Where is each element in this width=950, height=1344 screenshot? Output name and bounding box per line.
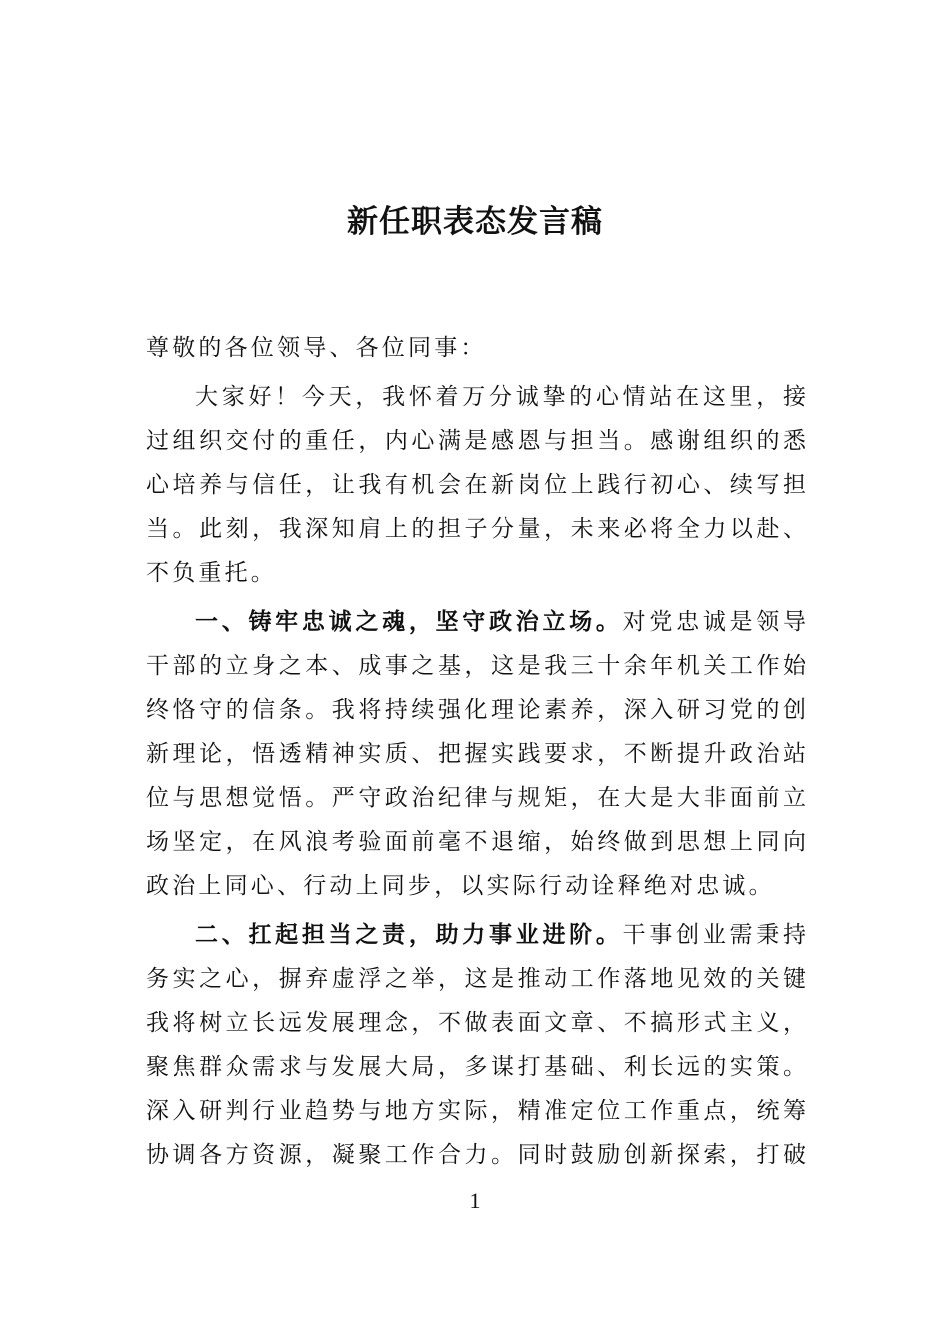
paragraph-section-2 [146,917,806,1181]
paragraph-line: 终恪守的信条。我将持续强化理论素养，深入研习党的创 [146,697,806,723]
section-heading: 二、扛起担当之责，助力事业进阶。 [195,922,623,948]
paragraph-line: 协调各方资源，凝聚工作合力。同时鼓励创新探索，打破 [146,1142,806,1168]
paragraph-opening [146,379,806,599]
paragraph-line: 位与思想觉悟。严守政治纪律与规矩，在大是大非面前立 [146,785,806,811]
paragraph-text: 干事创业需秉持 [622,922,807,948]
document-title: 新任职表态发言稿 [347,204,603,240]
paragraph-line: 新理论，悟透精神实质、把握实践要求，不断提升政治站 [146,741,806,767]
paragraph-line [146,604,806,648]
page-number: 1 [469,1188,481,1213]
paragraph-line: 聚焦群众需求与发展大局，多谋打基础、利长远的实策。 [146,1054,806,1080]
paragraph-line: 务实之心，摒弃虚浮之举，这是推动工作落地见效的关键 [146,966,806,992]
paragraph-line: 干部的立身之本、成事之基，这是我三十余年机关工作始 [146,653,806,679]
paragraph-line [146,917,806,961]
paragraph-text: 对党忠诚是领导 [622,609,807,635]
paragraph-line: 不负重托。 [146,560,277,586]
paragraph-line: 大家好！今天，我怀着万分诚挚的心情站在这里，接 [195,384,806,410]
paragraph-line: 深入研判行业趋势与地方实际，精准定位工作重点，统筹 [146,1098,806,1124]
paragraph-line: 过组织交付的重任，内心满是感恩与担当。感谢组织的悉 [146,428,806,454]
salutation: 尊敬的各位领导、各位同事： [146,335,487,361]
paragraph-line: 当。此刻，我深知肩上的担子分量，未来必将全力以赴、 [146,516,806,542]
paragraph-line: 心培养与信任，让我有机会在新岗位上践行初心、续写担 [146,472,806,498]
paragraph-section-1 [146,604,806,912]
paragraph-line: 政治上同心、行动上同步，以实际行动诠释绝对忠诚。 [146,873,775,899]
document-body [146,330,806,1181]
paragraph-line: 场坚定，在风浪考验面前毫不退缩，始终做到思想上同向 [146,829,806,855]
section-heading: 一、铸牢忠诚之魂，坚守政治立场。 [195,609,623,635]
paragraph-line: 我将树立长远发展理念，不做表面文章、不搞形式主义， [146,1010,806,1036]
